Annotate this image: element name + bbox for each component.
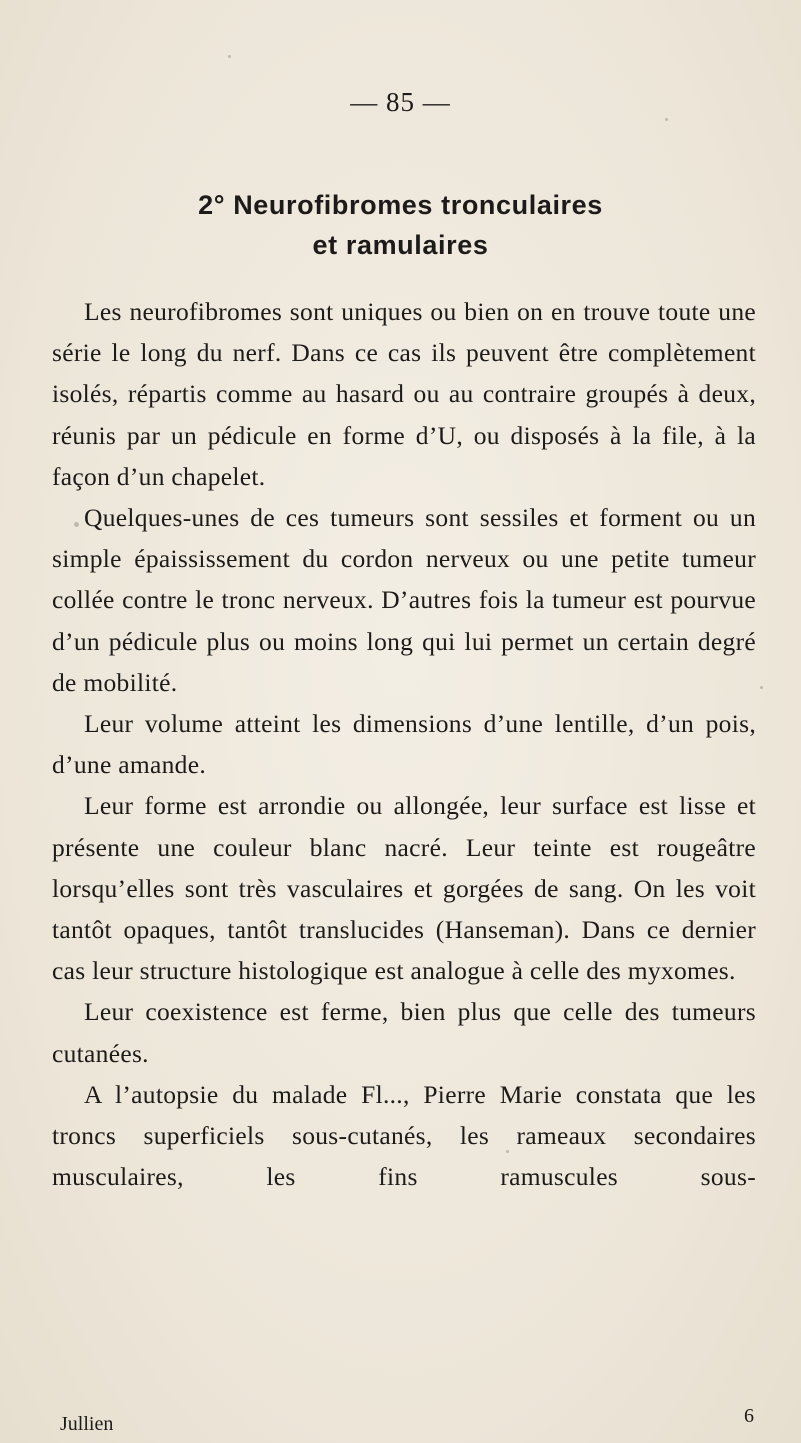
paper-speck xyxy=(74,522,79,527)
paragraph: Leur volume atteint les dimensions d’une lentille, d’un pois, d’une amande. xyxy=(52,709,756,780)
signature-mark: Jullien xyxy=(60,1413,114,1435)
sheet-number: 6 xyxy=(744,1405,754,1427)
section-heading xyxy=(0,185,801,265)
paragraph: Leur forme est arrondie ou allongée, leur surface est lisse et présente une couleur blanc nacré. Leur teinte est rougeâtre lorsqu’elles sont très vasculaires et gorgées de sang. On les voit tantôt opaques, tantôt translucides (Hanseman). Dans ce dernier cas leur structure histologique est analogue à celle des myxomes. xyxy=(52,791,756,986)
page-number: — 85 — xyxy=(350,87,451,117)
section-heading-line-1: 2° Neurofibromes tronculaires xyxy=(198,190,603,220)
paragraph: Les neurofibromes sont uniques ou bien on en trouve toute une série le long du nerf. Dans ce cas ils peuvent être complètement isolés, répartis comme au hasard ou au contraire groupés à deux, réunis par un pédicule en forme d’U, ou disposés à la file, à la façon d’un chapelet. xyxy=(52,297,756,491)
paper-speck xyxy=(665,118,668,121)
paper-speck xyxy=(228,55,231,58)
body-text xyxy=(52,291,756,1197)
paper-speck xyxy=(506,1150,509,1153)
paper-speck xyxy=(760,686,763,689)
section-heading-line-2: et ramulaires xyxy=(312,230,489,260)
paragraph: A l’autopsie du malade Fl..., Pierre Marie constata que les troncs superficiels sous-cutanés, les rameaux secondaires musculaires, les fins ramuscules sous- xyxy=(52,1079,756,1192)
paragraph: Quelques-unes de ces tumeurs sont sessiles et forment ou un simple épaississement du cordon nerveux ou une petite tumeur collée contre le tronc nerveux. D’autres fois la tumeur est pourvue d’un pédicule plus ou moins long qui lui permet un certain degré de mobilité. xyxy=(52,503,756,697)
paragraph: Leur coexistence est ferme, bien plus que celle des tumeurs cutanées. xyxy=(52,997,756,1068)
